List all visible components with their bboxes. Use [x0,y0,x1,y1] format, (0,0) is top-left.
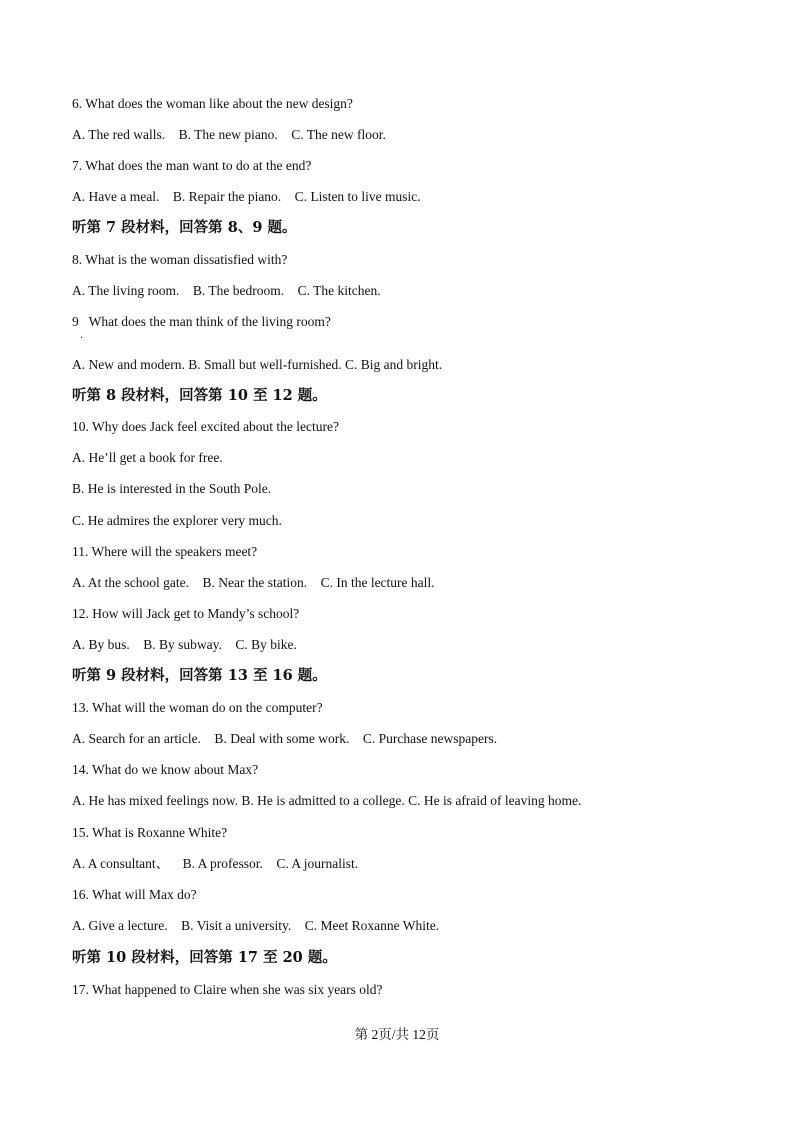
question-17: 17. What happened to Claire when she was six years old? [72,982,383,997]
answer-options-13: A. Search for an article. B. Deal with some work. C. Purchase newspapers. [72,731,498,746]
section-heading-9: 听第 9 段材料，回答第 13 至 16 题。 [72,667,327,684]
question-9: 9 What does the man think of the living room? [72,314,331,329]
answer-options-16: A. Give a lecture. B. Visit a university. C. Meet Roxanne White. [72,918,440,933]
answer-options-9: A. New and modern. B. Small but well-furnished. C. Big and bright. [72,357,443,372]
question-10: 10. Why does Jack feel excited about the lecture? [72,419,340,434]
answer-options-15: A. A consultant、 B. A professor. C. A journalist. [72,856,359,871]
question-6: 6. What does the woman like about the new design? [72,96,353,111]
question-12: 12. How will Jack get to Mandy’s school? [72,606,300,621]
answer-option-10a: A. He’ll get a book for free. [72,450,223,465]
answer-options-7: A. Have a meal. B. Repair the piano. C. Listen to live music. [72,189,421,204]
question-8: 8. What is the woman dissatisfied with? [72,252,288,267]
question-7: 7. What does the man want to do at the end? [72,158,312,173]
question-15: 15. What is Roxanne White? [72,825,228,840]
answer-options-11: A. At the school gate. B. Near the station. C. In the lecture hall. [72,575,435,590]
question-16: 16. What will Max do? [72,887,197,902]
question-11: 11. Where will the speakers meet? [72,544,258,559]
answer-options-8: A. The living room. B. The bedroom. C. The kitchen. [72,283,381,298]
answer-options-12: A. By bus. B. By subway. C. By bike. [72,637,297,652]
answer-option-10b: B. He is interested in the South Pole. [72,481,272,496]
section-heading-8: 听第 8 段材料，回答第 10 至 12 题。 [72,387,327,404]
answer-option-10c: C. He admires the explorer very much. [72,513,282,528]
question-13: 13. What will the woman do on the computer? [72,700,323,715]
stray-mark: · [80,333,84,344]
question-14: 14. What do we know about Max? [72,762,259,777]
answer-options-6: A. The red walls. B. The new piano. C. The new floor. [72,127,386,142]
answer-options-14: A. He has mixed feelings now. B. He is admitted to a college. C. He is afraid of leaving home. [72,793,582,808]
page-footer: 第 2页/共 12页 [354,1027,440,1042]
section-heading-10: 听第 10 段材料，回答第 17 至 20 题。 [72,949,337,966]
section-heading-7: 听第 7 段材料，回答第 8、9 题。 [72,219,297,236]
